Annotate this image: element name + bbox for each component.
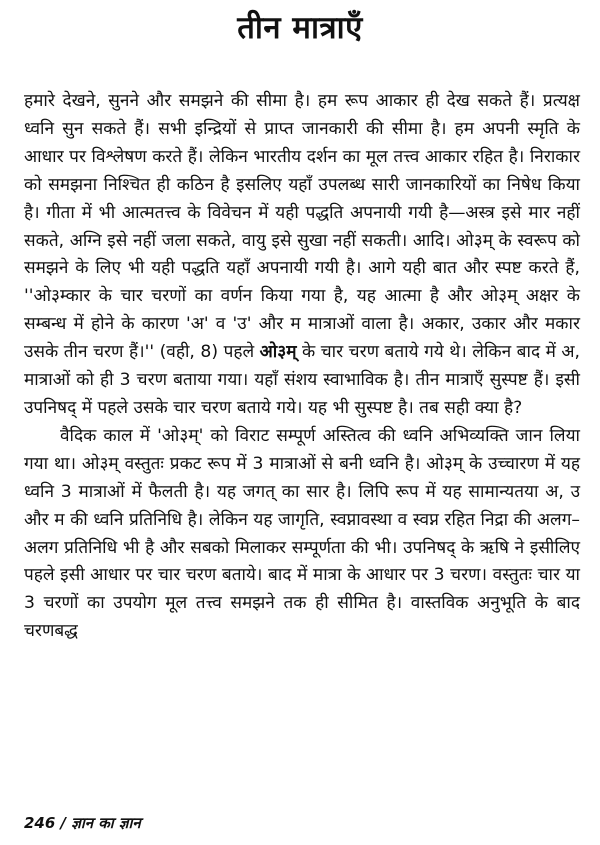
page-footer: 246 / ज्ञान का ज्ञान (24, 814, 141, 832)
chapter-title: तीन मात्राएँ (237, 10, 363, 46)
paragraph-1-text-after: के चार चरण बताये गये थे। लेकिन बाद में अ, मात्राओं को ही 3 चरण बताया गया। यहाँ संशय स्वाभाविक है। तीन मात्राएँ सुस्पष्ट हैं। इसी उपनिषद् में पहले उसके चार चरण बताये गये। यह भी सुस्पष्ट है। तब सही क्या है? (24, 342, 580, 418)
paragraph-1 (24, 88, 580, 423)
om-bold-word: ओ३म् (259, 342, 297, 363)
paragraph-2: वैदिक काल में 'ओ३म्' को विराट सम्पूर्ण अस्तित्व की ध्वनि अभिव्यक्ति जान लिया गया था। ओ३म् वस्तुतः प्रकट रूप में 3 मात्राओं से बनी ध्वनि है। ओ३म् के उच्चारण में यह ध्वनि 3 मात्राओं में फैलती है। यह जगत् का सार है। लिपि रूप में यह सामान्यतया अ, उ और म की ध्वनि प्रतिनिधि है। लेकिन यह जागृति, स्वप्नावस्था व स्वप्न रहित निद्रा की अलग–अलग प्रतिनिधि भी है और सबको मिलाकर सम्पूर्णता की भी। उपनिषद् के ऋषि ने इसीलिए पहले इसी आधार पर चार चरण बताये। बाद में मात्रा के आधार पर 3 चरण। वस्तुतः चार या 3 चरणों का उपयोग मूल तत्त्व समझने तक ही सीमित है। वास्तविक अनुभूति के बाद चरणबद्ध (24, 425, 580, 642)
body-text (24, 88, 580, 646)
paragraph-1-text-before: हमारे देखने, सुनने और समझने की सीमा है। हम रूप आकार ही देख सकते हैं। प्रत्यक्ष ध्वनि सुन सकते हैं। सभी इन्द्रियों से प्राप्त जानकारी की सीमा है। हम अपनी स्मृति के आधार पर विश्लेषण करते हैं। लेकिन भारतीय दर्शन का मूल तत्त्व आकार रहित है। निराकार को समझना निश्चित ही कठिन है इसलिए यहाँ उपलब्ध सारी जानकारियों का निषेध किया है। गीता में भी आत्मतत्त्व के विवेचन में यही पद्धति अपनायी गयी है—अस्त्र इसे मार नहीं सकते, अग्नि इसे नहीं जला सकते, वायु इसे सुखा नहीं सकती। आदि। ओ३म् के स्वरूप को समझने के लिए भी यही पद्धति यहाँ अपनायी गयी है। आगे यही बात और स्पष्ट करते हैं, ''ओ३म्कार के चार चरणों का वर्णन किया गया है, यह आत्मा है और ओ३म् अक्षर के सम्बन्ध में होने के कारण 'अ' व 'उ' और म मात्राओं वाला है। अकार, उकार और मकार उसके तीन चरण हैं।'' (वही, 8) पहले (24, 91, 580, 363)
